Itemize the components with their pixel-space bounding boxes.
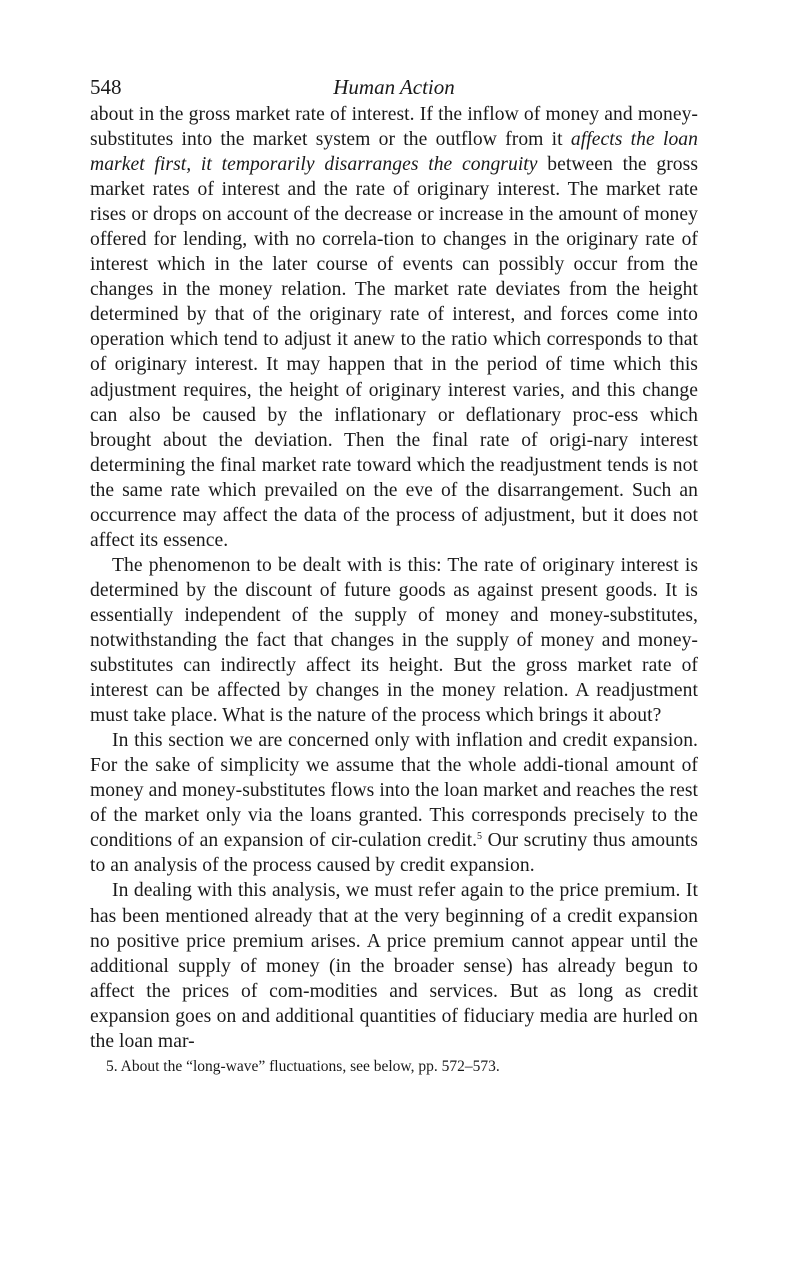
paragraph-1-text-continued: between the gross market rates of interest and the rate of originary interest. The market rate rises or drops on account of the decrease or increase in the amount of money offered for lending, with no correla-tion to changes in the originary rate of interest which in the later course of events can possibly occur from the changes in the money relation. The market rate deviates from the height determined by that of the originary rate of interest, and forces come into operation which tend to adjust it anew to the ratio which corresponds to that of originary interest. It may happen that in the period of time which this adjustment requires, the height of originary interest varies, and this change can also be caused by the inflationary or deflationary proc-ess which brought about the deviation. Then the final rate of origi-nary interest determining the final market rate toward which the readjustment tends is not the same rate which prevailed on the eve of the disarrangement. Such an occurrence may affect the data of the process of adjustment, but it does not affect its essence. <box>90 154 698 551</box>
paragraph-3 <box>90 728 698 878</box>
paragraph-1-text: about in the gross market rate of interest. If the inflow of money and money-substitutes into the market system or the outflow from it <box>90 104 698 151</box>
paragraph-1 <box>90 102 698 553</box>
running-head <box>90 72 698 102</box>
page-number: 548 <box>90 75 122 99</box>
paragraph-4 <box>90 878 698 1053</box>
footnote-reference: 5 <box>477 831 483 843</box>
paragraph-3-text-continued: Our scrutiny thus amounts to an analysis of the process caused by credit expansion. <box>90 830 698 877</box>
book-title: Human Action <box>333 75 455 99</box>
footnote <box>90 1056 698 1078</box>
body-text <box>90 102 698 1054</box>
book-page <box>90 72 698 1078</box>
footnote-text: 5. About the “long-wave” fluctuations, see below, pp. 572–573. <box>106 1057 500 1075</box>
paragraph-3-text: In this section we are concerned only with inflation and credit expansion. For the sake of simplicity we assume that the whole addi-tional amount of money and money-substitutes flows into the loan market and reaches the rest of the market only via the loans granted. This corresponds precisely to the conditions of an expansion of cir-culation credit. <box>90 730 698 852</box>
paragraph-2 <box>90 553 698 728</box>
paragraph-1-italic-text: affects the loan market first, it temporarily disarranges the congruity <box>90 129 698 176</box>
paragraph-2-text: The phenomenon to be dealt with is this: The rate of originary interest is determined by the discount of future goods as against present goods. It is essentially independent of the supply of money and money-substitutes, notwithstanding the fact that changes in the supply of money and money-substitutes can indirectly affect its height. But the gross market rate of interest can be affected by changes in the money relation. A readjustment must take place. What is the nature of the process which brings it about? <box>90 554 698 727</box>
paragraph-4-text: In dealing with this analysis, we must refer again to the price premium. It has been mentioned already that at the very beginning of a credit expansion no positive price premium arises. A price premium cannot appear until the additional supply of money (in the broader sense) has already begun to affect the prices of com-modities and services. But as long as credit expansion goes on and additional quantities of fiduciary media are hurled on the loan mar- <box>90 880 698 1052</box>
